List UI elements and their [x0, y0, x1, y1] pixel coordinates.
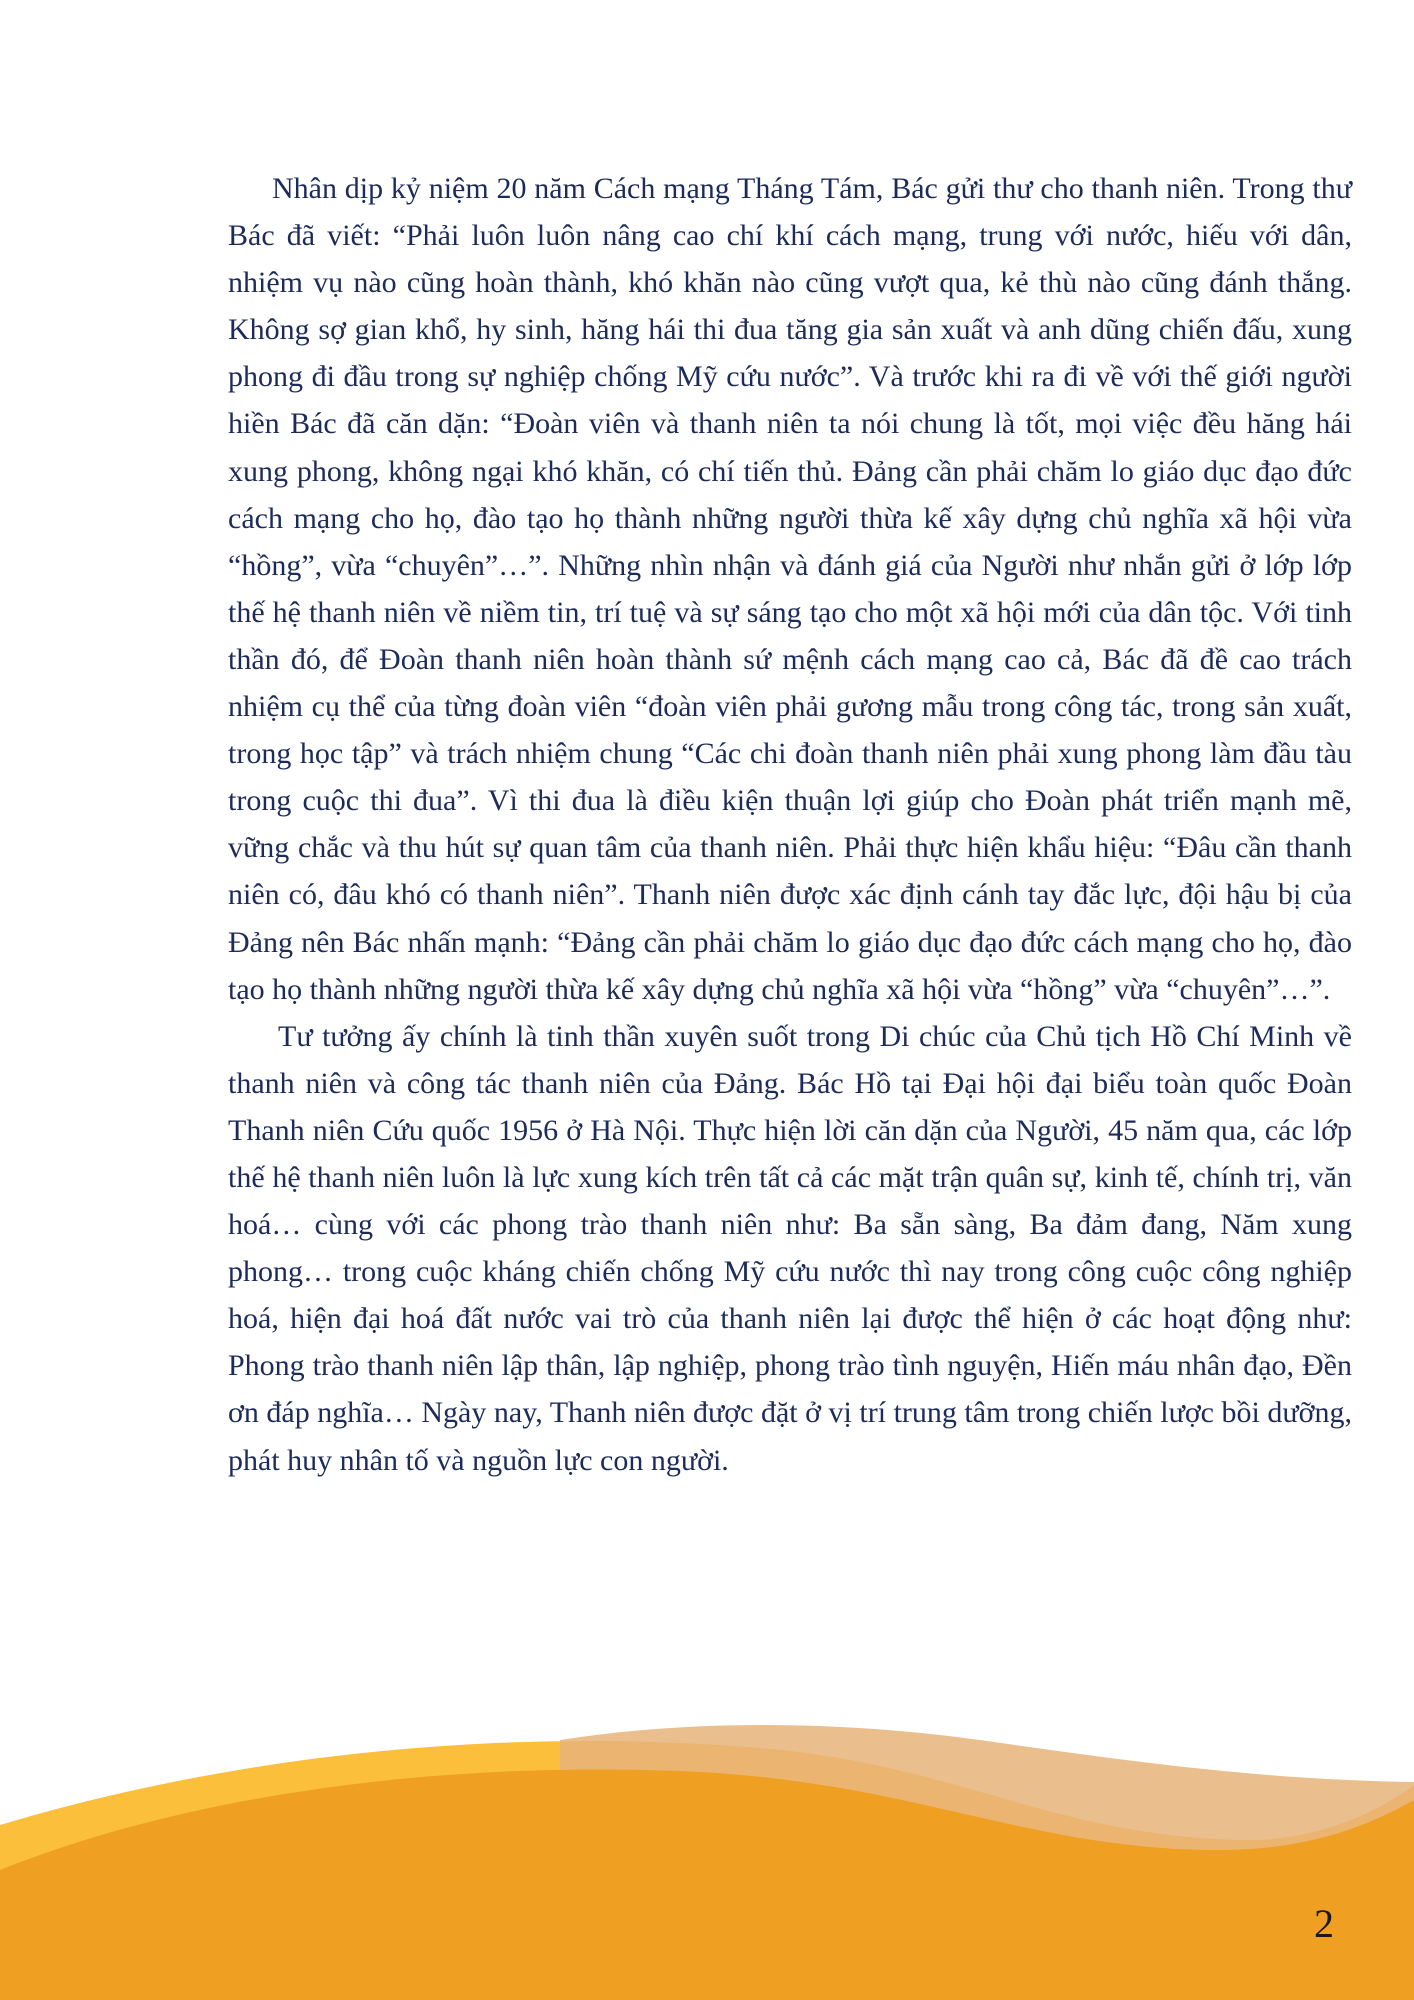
page-number: 2	[1314, 1901, 1334, 1946]
decorative-wave-footer	[0, 1700, 1414, 2000]
body-text	[228, 165, 1352, 1484]
paragraph-2: Tư tưởng ấy chính là tinh thần xuyên suốt trong Di chúc của Chủ tịch Hồ Chí Minh về thanh niên và công tác thanh niên của Đảng. Bác Hồ tại Đại hội đại biểu toàn quốc Đoàn Thanh niên Cứu quốc 1956 ở Hà Nội. Thực hiện lời căn dặn của Người, 45 năm qua, các lớp thế hệ thanh niên luôn là lực xung kích trên tất cả các mặt trận quân sự, kinh tế, chính trị, văn hoá… cùng với các phong trào thanh niên như: Ba sẵn sàng, Ba đảm đang, Năm xung phong… trong cuộc kháng chiến chống Mỹ cứu nước thì nay trong công cuộc công nghiệp hoá, hiện đại hoá đất nước vai trò của thanh niên lại được thể hiện ở các hoạt động như: Phong trào thanh niên lập thân, lập nghiệp, phong trào tình nguyện, Hiến máu nhân đạo, Đền ơn đáp nghĩa… Ngày nay, Thanh niên được đặt ở vị trí trung tâm trong chiến lược bồi dưỡng, phát huy nhân tố và nguồn lực con người.	[228, 1019, 1352, 1477]
paragraph-1: Nhân dịp kỷ niệm 20 năm Cách mạng Tháng Tám, Bác gửi thư cho thanh niên. Trong thư Bác đã viết: “Phải luôn luôn nâng cao chí khí cách mạng, trung với nước, hiếu với dân, nhiệm vụ nào cũng hoàn thành, khó khăn nào cũng vượt qua, kẻ thù nào cũng đánh thắng. Không sợ gian khổ, hy sinh, hăng hái thi đua tăng gia sản xuất và anh dũng chiến đấu, xung phong đi đầu trong sự nghiệp chống Mỹ cứu nước”. Và trước khi ra đi về với thế giới người hiền Bác đã căn dặn: “Đoàn viên và thanh niên ta nói chung là tốt, mọi việc đều hăng hái xung phong, không ngại khó khăn, có chí tiến thủ. Đảng cần phải chăm lo giáo dục đạo đức cách mạng cho họ, đào tạo họ thành những người thừa kế xây dựng chủ nghĩa xã hội vừa “hồng”, vừa “chuyên”…”. Những nhìn nhận và đánh giá của Người như nhắn gửi ở lớp lớp thế hệ thanh niên về niềm tin, trí tuệ và sự sáng tạo cho một xã hội mới của dân tộc. Với tinh thần đó, để Đoàn thanh niên hoàn thành sứ mệnh cách mạng cao cả, Bác đã đề cao trách nhiệm cụ thể của từng đoàn viên “đoàn viên phải gương mẫu trong công tác, trong sản xuất, trong học tập” và trách nhiệm chung “Các chi đoàn thanh niên phải xung phong làm đầu tàu trong cuộc thi đua”. Vì thi đua là điều kiện thuận lợi giúp cho Đoàn phát triển mạnh mẽ, vững chắc và thu hút sự quan tâm của thanh niên. Phải thực hiện khẩu hiệu: “Đâu cần thanh niên có, đâu khó có thanh niên”. Thanh niên được xác định cánh tay đắc lực, đội hậu bị của Đảng nên Bác nhấn mạnh: “Đảng cần phải chăm lo giáo dục đạo đức cách mạng cho họ, đào tạo họ thành những người thừa kế xây dựng chủ nghĩa xã hội vừa “hồng” vừa “chuyên”…”.	[228, 172, 1352, 1006]
